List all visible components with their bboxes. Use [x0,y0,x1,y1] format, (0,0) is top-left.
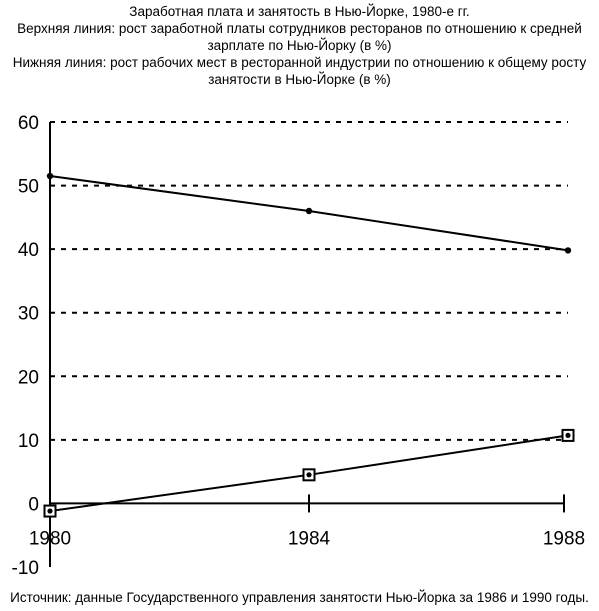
y-tick-label: 0 [28,494,39,516]
series-2-point [306,472,311,477]
x-tick-label: 1980 [28,528,72,550]
y-tick-label: 20 [17,367,39,389]
y-tick-label: 40 [17,240,39,262]
series-2-point [47,508,52,513]
y-tick-label: -10 [11,558,39,579]
y-tick-label: 60 [17,113,39,134]
series-1-point [306,208,312,214]
y-tick-label: 10 [17,430,39,452]
chart-subtitle-bottom: Нижняя линия: рост рабочих мест в ресторанной индустрии по отношению к общему росту занятости в Нью-Йорке (в %) [12,55,587,87]
y-tick-label: 30 [17,303,39,325]
chart-title: Заработная плата и занятость в Нью-Йорке, 1980-е гг. [129,4,470,19]
series-2-point [565,433,570,438]
x-tick-label: 1988 [542,528,586,550]
chart-subtitle-top: Верхняя линия: рост заработной платы сотрудников ресторанов по отношению к средней зарплате по Нью-Йорку (в %) [17,21,582,53]
y-tick-label: 50 [17,176,39,198]
series-1-point [47,173,53,179]
chart-source-note: Источник: данные Государственного управления занятости Нью-Йорка за 1986 и 1990 годы. [10,590,589,605]
series-1-point [565,247,571,253]
x-tick-label: 1984 [287,528,331,550]
